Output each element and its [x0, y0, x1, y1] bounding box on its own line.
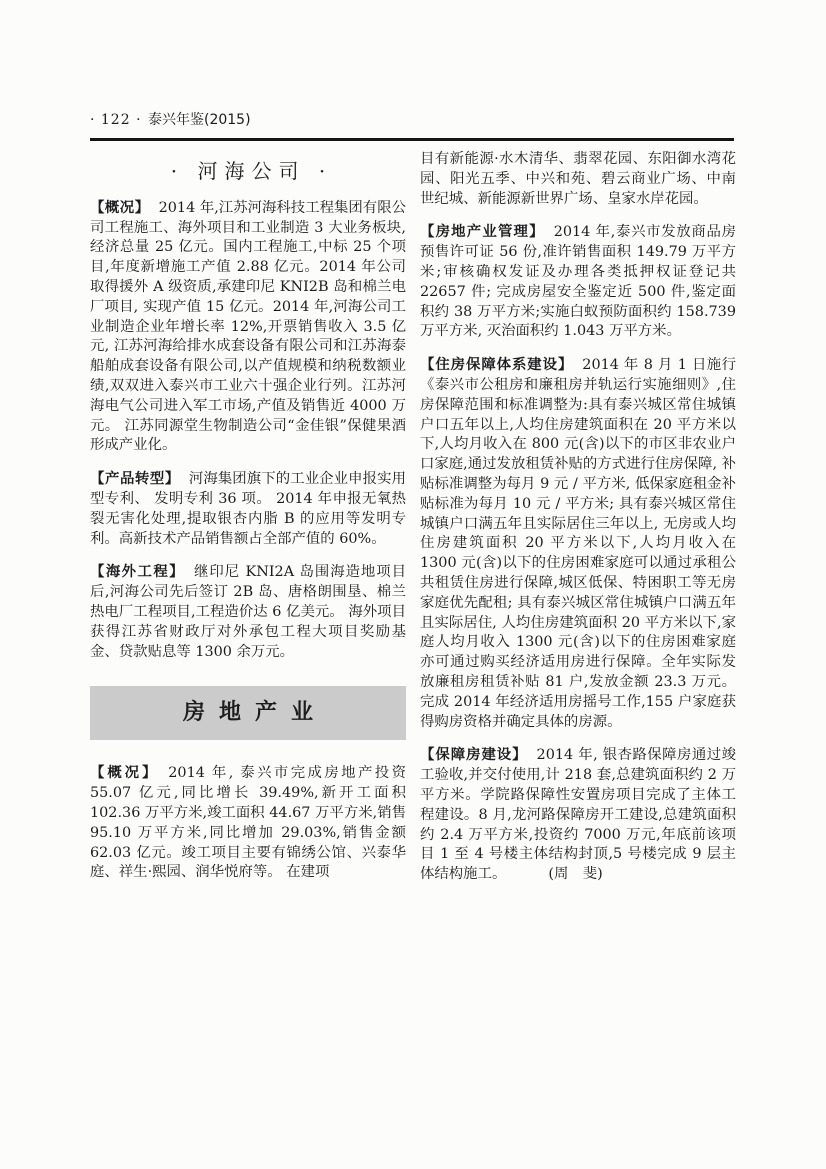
author-attribution: (周 斐)	[548, 866, 603, 883]
section-label-housing-security-system: 【住房保障体系建设】	[420, 357, 574, 374]
section-body-product-transformation: 河海集团旗下的工业企业申报实用型专利、 发明专利 36 项。 2014 年申报无氧热裂无害化处理,提取银杏内脂 B 的应用等发明专利。高新技术产品销售额占全部产值的 60%。	[90, 471, 406, 547]
section-label-affordable-housing: 【保障房建设】	[420, 747, 528, 764]
section-body-affordable-housing: 2014 年, 银杏路保障房通过竣工验收,并交付使用,计 218 套,总建筑面积约 2 万平方米。学院路保障性安置房项目完成了主体工程建设。8 月,龙河路保障房开工建设,总建筑面积约 2.4 万平方米,投资约 7000 万元,年底前该项目 1 至 4 号楼主体结构封顶,5 号楼完成 9 层主体结构施工。	[420, 747, 736, 883]
article-title-hehai-company: · 河海公司 ·	[170, 159, 333, 183]
section-overview-real-estate	[90, 764, 406, 883]
left-column	[90, 150, 406, 885]
section-body-overview: 2014 年,江苏河海科技工程集团有限公司工程施工、海外项目和工业制造 3 大业务板块,经济总量 25 亿元。国内工程施工,中标 25 个项目,年度新增施工产值 2.88 亿元。2014 年公司取得援外 A 级资质,承建印尼 KNI2B 岛和棉兰电厂项目, 实现产值 15 亿元。2014 年,河海公司工业制造企业年增长率 12%,开票销售收入 3.5 亿元, 江苏河海给排水成套设备有限公司和江苏海泰船舶成套设备有限公司,以产值规模和纳税数额业绩,双双进入泰兴市工业六十强企业行列。江苏河海电气公司进入军工市场,产值及销售近 4000 万元。 江苏同源堂生物制造公司“金佳银”保健果酒形成产业化。	[90, 199, 406, 454]
section-label-overseas-projects: 【海外工程】	[90, 564, 185, 581]
section-overseas-projects	[90, 563, 406, 662]
page-number: · 122 ·	[90, 112, 142, 128]
section-label-overview-real-estate: 【概况】	[90, 765, 160, 782]
continuation-text: 目有新能源·水木清华、翡翠花园、东阳御水湾花园、阳光五季、中兴和苑、碧云商业广场、中南世纪城、新能源新世界广场、皇家水岸花园。	[420, 151, 736, 207]
section-label-real-estate-management: 【房地产业管理】	[420, 224, 545, 241]
running-head	[90, 111, 734, 129]
section-overview-hehai	[90, 199, 406, 456]
section-body-housing-security-system: 2014 年 8 月 1 日施行《泰兴市公租房和廉租房并轨运行实施细则》,住房保障范围和标准调整为:具有泰兴城区常住城镇户口五年以上,人均住房建筑面积在 20 平方米以下,人均月收入在 800 元(含)以下的市区非农业户口家庭,通过发放租赁补贴的方式进行住房保障, 补贴标准调整为每月 9 元 / 平方米, 低保家庭租金补贴标准为每月 10 元 / 平方米; 具有泰兴城区常住城镇户口满五年且实际居住三年以上, 无房或人均住房建筑面积 20 平方米以下,人均月收入在 1300 元(含)以下的住房困难家庭可以通过承租公共租赁住房进行保障,城区低保、特困职工等无房家庭优先配租; 具有泰兴城区常住城镇户口满五年且实际居住, 人均住房建筑面积 20 平方米以下,家庭人均月收入 1300 元(含)以下的住房困难家庭亦可通过购买经济适用房进行保障。全年实际发放廉租房租赁补贴 81 户,发放金额 23.3 万元。完成 2014 年经济适用房摇号工作,155 户家庭获得购房资格并确定具体的房源。	[420, 357, 736, 730]
section-housing-security-system	[420, 356, 736, 732]
section-label-overview: 【概况】	[90, 199, 150, 216]
paragraph-continuation	[420, 150, 736, 209]
chapter-title-real-estate: 房地产业	[182, 699, 327, 726]
chapter-title-box	[90, 686, 406, 740]
section-real-estate-management	[420, 223, 736, 342]
section-product-transformation	[90, 470, 406, 549]
text-columns	[90, 150, 736, 885]
right-column	[420, 150, 736, 885]
section-body-overseas-projects: 继印尼 KNI2A 岛围海造地项目后,河海公司先后签订 2B 岛、唐格朗围垦、棉兰热电厂工程项目,工程造价达 6 亿美元。 海外项目获得江苏省财政厅对外承包工程大项目奖励基金、贷款贴息等 1300 余万元。	[90, 564, 406, 660]
section-label-product-transformation: 【产品转型】	[90, 471, 180, 488]
header-rule	[90, 138, 734, 141]
book-title: 泰兴年鉴(2015)	[147, 112, 251, 128]
section-body-overview-real-estate: 2014 年, 泰兴市完成房地产投资 55.07 亿元,同比增长 39.49%,新开工面积 102.36 万平方米,竣工面积 44.67 万平方米,销售 95.10 万平方米,同比增加 29.03%,销售金额 62.03 亿元。竣工项目主要有锦绣公馆、兴泰华庭、祥生·熙园、润华悦府等。 在建项	[90, 765, 406, 881]
section-affordable-housing-construction	[420, 746, 736, 885]
section-body-real-estate-management: 2014 年,泰兴市发放商品房预售许可证 56 份,准许销售面积 149.79 万平方米;审核确权发证及办理各类抵押权证登记共 22657 件; 完成房屋安全鉴定近 500 件,鉴定面积约 38 万平方米;实施白蚁预防面积约 158.739 万平方米, 灭治面积约 1.043 万平方米。	[420, 224, 736, 340]
